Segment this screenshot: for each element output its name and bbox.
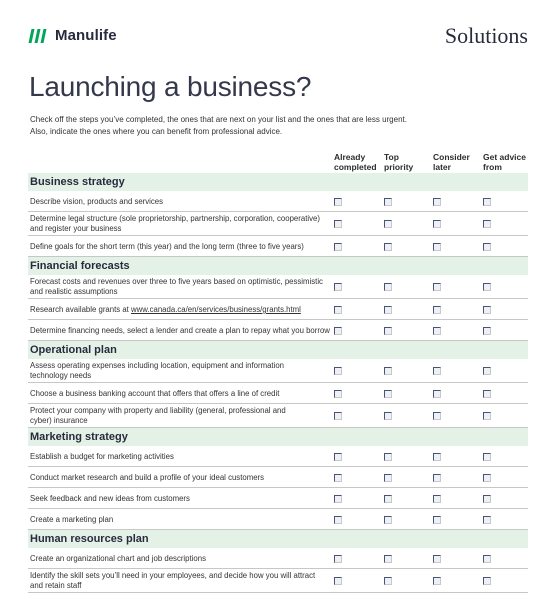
checklist-item-text: Identify the skill sets you’ll need in your employees, and decide how you will attract and retain staff: [30, 571, 316, 590]
checkbox-get-advice[interactable]: [483, 453, 491, 461]
intro-text: [30, 114, 530, 138]
manulife-logo: [30, 27, 117, 44]
checklist-row: [28, 548, 528, 569]
page-title: Launching a business?: [29, 71, 312, 102]
checkbox-already-completed[interactable]: [334, 220, 342, 228]
checkbox-consider-later[interactable]: [433, 367, 441, 375]
checklist-item-text: Determine financing needs, select a lender and create a plan to repay what you borrow: [30, 326, 330, 335]
checklist-item-text: Research available grants at www.canada.ca/en/services/business/grants.html: [30, 305, 301, 314]
checkbox-consider-later[interactable]: [433, 306, 441, 314]
checklist-item-text: Determine legal structure (sole proprietorship, partnership, corporation, cooperative) and register your business: [30, 214, 320, 233]
column-header-already-completed: Already completed: [334, 152, 377, 172]
checkbox-top-priority[interactable]: [384, 577, 392, 585]
checkbox-get-advice[interactable]: [483, 555, 491, 563]
checkbox-get-advice[interactable]: [483, 306, 491, 314]
checkbox-consider-later[interactable]: [433, 198, 441, 206]
checklist-item-text: Describe vision, products and services: [30, 197, 164, 206]
checklist-row: [28, 404, 528, 428]
checkbox-get-advice[interactable]: [483, 390, 491, 398]
checkbox-top-priority[interactable]: [384, 220, 392, 228]
checkbox-already-completed[interactable]: [334, 516, 342, 524]
checklist-row: [28, 236, 528, 257]
checkbox-already-completed[interactable]: [334, 555, 342, 563]
checkbox-consider-later[interactable]: [433, 412, 441, 420]
checkbox-get-advice[interactable]: [483, 474, 491, 482]
checklist-row: [28, 191, 528, 212]
checklist-item-text: Conduct market research and build a profile of your ideal customers: [30, 473, 265, 482]
checkbox-already-completed[interactable]: [334, 327, 342, 335]
checkbox-get-advice[interactable]: [483, 516, 491, 524]
checkbox-consider-later[interactable]: [433, 474, 441, 482]
checkbox-get-advice[interactable]: [483, 243, 491, 251]
checkbox-top-priority[interactable]: [384, 283, 392, 291]
checklist-row: [28, 320, 528, 341]
checkbox-get-advice[interactable]: [483, 495, 491, 503]
checkbox-already-completed[interactable]: [334, 198, 342, 206]
checkbox-consider-later[interactable]: [433, 453, 441, 461]
intro-line: Check off the steps you’ve completed, the ones that are next on your list and the ones that are less urgent.: [30, 115, 407, 124]
column-header-consider-later: Consider later: [433, 152, 470, 172]
section-heading: Business strategy: [28, 173, 528, 191]
checkbox-top-priority[interactable]: [384, 453, 392, 461]
checkbox-top-priority[interactable]: [384, 367, 392, 375]
checklist-row: [28, 275, 528, 299]
solutions-wordmark: Solutions: [444, 23, 528, 48]
checklist-row: [28, 467, 528, 488]
checklist-item-text: Protect your company with property and liability (general, professional and cyber) insurance: [30, 406, 286, 425]
checkbox-consider-later[interactable]: [433, 327, 441, 335]
checkbox-get-advice[interactable]: [483, 283, 491, 291]
checklist-row: [28, 446, 528, 467]
section-heading: Marketing strategy: [28, 428, 528, 446]
checkbox-already-completed[interactable]: [334, 474, 342, 482]
logo-text: Manulife: [55, 27, 117, 44]
section-heading: Human resources plan: [28, 530, 528, 548]
checkbox-get-advice[interactable]: [483, 220, 491, 228]
checklist-row: [28, 383, 528, 404]
checkbox-get-advice[interactable]: [483, 412, 491, 420]
checkbox-already-completed[interactable]: [334, 412, 342, 420]
checkbox-get-advice[interactable]: [483, 198, 491, 206]
page-header: [0, 0, 556, 60]
checklist-row: [28, 569, 528, 593]
checklist-row: [28, 359, 528, 383]
checkbox-get-advice[interactable]: [483, 327, 491, 335]
checkbox-already-completed[interactable]: [334, 390, 342, 398]
checkbox-already-completed[interactable]: [334, 306, 342, 314]
checkbox-get-advice[interactable]: [483, 367, 491, 375]
checkbox-top-priority[interactable]: [384, 412, 392, 420]
checkbox-top-priority[interactable]: [384, 516, 392, 524]
checklist-row: [28, 212, 528, 236]
intro-line: Also, indicate the ones where you can benefit from professional advice.: [30, 127, 283, 136]
checkbox-top-priority[interactable]: [384, 474, 392, 482]
manulife-logo-icon: [30, 29, 45, 43]
checkbox-top-priority[interactable]: [384, 390, 392, 398]
checklist: [28, 173, 528, 593]
checklist-item-text: Establish a budget for marketing activities: [30, 452, 174, 461]
checklist-item-text: Define goals for the short term (this year) and the long term (three to five years): [30, 242, 304, 251]
section-heading: Financial forecasts: [28, 257, 528, 275]
checkbox-consider-later[interactable]: [433, 390, 441, 398]
checkbox-top-priority[interactable]: [384, 327, 392, 335]
checkbox-consider-later[interactable]: [433, 243, 441, 251]
checkbox-top-priority[interactable]: [384, 495, 392, 503]
checklist-row: [28, 509, 528, 530]
checklist-item-text: Create an organizational chart and job descriptions: [30, 554, 206, 563]
checklist-item-text: Create a marketing plan: [30, 515, 114, 524]
checkbox-consider-later[interactable]: [433, 220, 441, 228]
checkbox-consider-later[interactable]: [433, 516, 441, 524]
checkbox-already-completed[interactable]: [334, 283, 342, 291]
section-heading: Operational plan: [28, 341, 528, 359]
checkbox-already-completed[interactable]: [334, 367, 342, 375]
checkbox-top-priority[interactable]: [384, 243, 392, 251]
checklist-item-text: Forecast costs and revenues over three to five years based on optimistic, pessimistic and realistic assumptions: [30, 277, 323, 296]
checkbox-consider-later[interactable]: [433, 495, 441, 503]
checkbox-consider-later[interactable]: [433, 577, 441, 585]
checkbox-already-completed[interactable]: [334, 453, 342, 461]
checkbox-top-priority[interactable]: [384, 555, 392, 563]
checkbox-already-completed[interactable]: [334, 495, 342, 503]
checkbox-already-completed[interactable]: [334, 243, 342, 251]
checkbox-get-advice[interactable]: [483, 577, 491, 585]
grants-link[interactable]: www.canada.ca/en/services/business/grants.html: [130, 305, 301, 314]
column-headers: [0, 152, 556, 174]
checkbox-already-completed[interactable]: [334, 577, 342, 585]
checklist-row: [28, 488, 528, 509]
checklist-item-text: Assess operating expenses including location, equipment and information technology needs: [30, 361, 284, 380]
column-header-get-advice: Get advice from: [483, 152, 526, 172]
column-header-top-priority: Top priority: [384, 152, 414, 172]
checklist-row: [28, 299, 528, 320]
checklist-item-text: Seek feedback and new ideas from customers: [30, 494, 190, 503]
checkbox-consider-later[interactable]: [433, 555, 441, 563]
checkbox-top-priority[interactable]: [384, 306, 392, 314]
checkbox-consider-later[interactable]: [433, 283, 441, 291]
checkbox-top-priority[interactable]: [384, 198, 392, 206]
checklist-item-text: Choose a business banking account that offers that offers a line of credit: [30, 389, 280, 398]
